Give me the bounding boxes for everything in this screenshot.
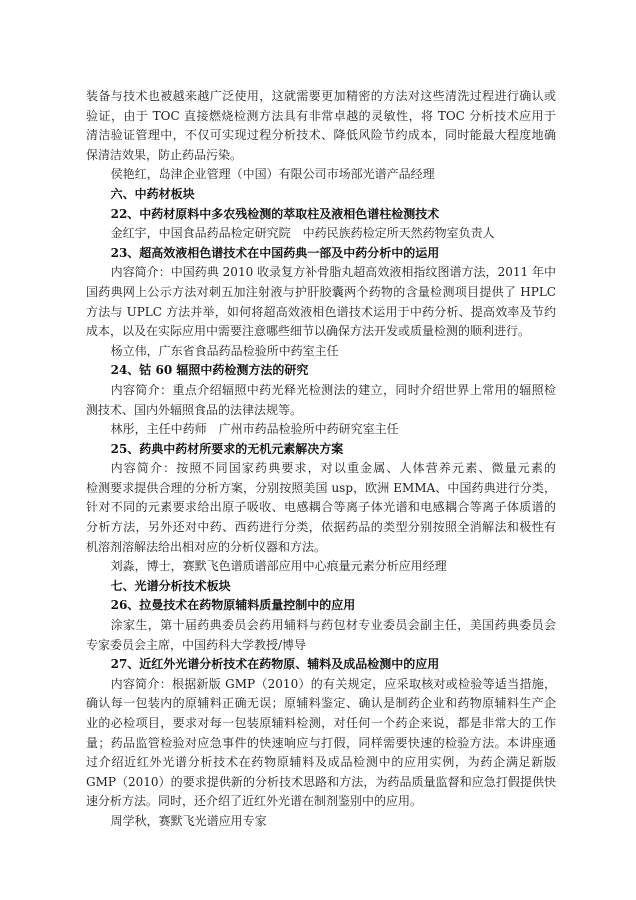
talk-25-summary-line: 机溶剂溶解法给出相对应的分析仪器和方法。 [86,539,327,554]
talk-25-title: 25、药典中药材所要求的无机元素解决方案 [110,441,344,456]
talk-27-summary-line: 内容简介：根据新版 GMP（2010）的有关规定，应采取核对或检验等适当措施， [110,676,556,691]
talk-27-title: 27、近红外光谱分析技术在药物原、辅料及成品检测中的应用 [110,657,440,672]
document-page [86,87,556,832]
talk-23-summary-line: 内容简介：中国药典 2010 收录复方补骨脂丸超高效液相指纹图谱方法，2011 年中 [110,265,556,280]
talk-25-summary-line: 内容简介：按照不同国家药典要求，对以重金属、人体营养元素、微量元素的 [110,461,556,476]
talk-27-summary-line: 确认每一包装内的原辅料正确无误；原辅料鉴定、确认是制药企业和药物原辅料生产企 [86,696,556,711]
continued-summary-line: 清洁验证管理中，不仅可实现过程分析技术、降低风险节约成本，同时能最大程度地确 [86,128,556,143]
talk-24-title: 24、钴 60 辐照中药检测方法的研究 [110,363,309,378]
continued-speaker: 侯艳红，岛津企业管理（中国）有限公司市场部光谱产品经理 [110,167,435,182]
section-heading-herbal: 六、中药材板块 [110,186,195,201]
talk-22-title: 22、中药材原料中多农残检测的萃取柱及液相色谱柱检测技术 [110,206,440,221]
talk-25-summary-line: 针对不同的元素要求给出原子吸收、电感耦合等离子体光谱和电感耦合等离子体质谱的 [86,500,556,515]
talk-23-summary-line: 国药典网上公示方法对刺五加注射液与护肝胶囊两个药物的含量检测项目提供了 HPLC [86,284,556,299]
talk-23-summary-line: 成本，以及在实际应用中需要注意哪些细节以确保方法开发或质量检测的顺利进行。 [86,324,531,339]
talk-23-title: 23、超高效液相色谱技术在中国药典一部及中药分析中的运用 [110,245,440,260]
talk-25-speaker: 刘淼，博士，赛默飞色谱质谱部应用中心痕量元素分析应用经理 [110,559,447,574]
talk-27-summary-line: 量；药品监管检验对应急事件的快速响应与打假，同样需要快速的检验方法。本讲座通 [86,735,556,750]
talk-27-summary-line: 速分析方法。同时，还介绍了近红外光谱在制剂鉴别中的应用。 [86,794,423,809]
talk-26-speaker-line: 专家委员会主席，中国药科大学教授/博导 [86,637,307,652]
talk-24-speaker: 林彤，主任中药师 广州市药品检验所中药研究室主任 [110,422,399,437]
talk-25-summary-line: 检测要求提供合理的分析方案，分别按照美国 usp，欧洲 EMMA、中国药典进行分类， [86,480,556,495]
talk-22-speaker: 金红宇，中国食品药品检定研究院 中药民族药检定所天然药物室负责人 [110,226,495,241]
talk-23-summary-line: 方法与 UPLC 方法并举，如何将超高效液相色谱技术运用于中药分析、提高效率及节约 [86,304,556,319]
talk-26-title: 26、拉曼技术在药物原辅料质量控制中的应用 [110,598,356,613]
talk-24-summary-line: 测技术、国内外辐照食品的法律法规等。 [86,402,303,417]
section-heading-spectroscopy: 七、光谱分析技术板块 [110,578,231,593]
talk-26-speaker-line: 涂家生，第十届药典委员会药用辅料与药包材专业委员会副主任，美国药典委员会 [110,618,556,633]
continued-summary-line: 保清洁效果，防止药品污染。 [86,147,243,162]
talk-27-summary-line: 过介绍近红外光谱分析技术在药物原辅料及成品检测中的应用实例，为药企满足新版 [86,755,556,770]
talk-25-summary-line: 分析方法，另外还对中药、西药进行分类，依据药品的类型分别按照全消解法和极性有 [86,520,556,535]
talk-27-speaker: 周学秋，赛默飞光谱应用专家 [110,813,267,828]
talk-27-summary-line: GMP（2010）的要求提供新的分析技术思路和方法，为药品质量监督和应急打假提供快 [86,774,556,789]
talk-27-summary-line: 业的必检项目，要求对每一包装原辅料检测，对任何一个药企来说，都是非常大的工作 [86,716,556,730]
continued-summary-line: 验证，由于 TOC 直接燃烧检测方法具有非常卓越的灵敏性，将 TOC 分析技术应用于 [86,108,556,123]
continued-summary-line: 装备与技术也被越来越广泛使用，这就需要更加精密的方法对这些清洗过程进行确认或 [86,89,556,103]
talk-23-speaker: 杨立伟，广东省食品药品检验所中药室主任 [110,343,339,358]
talk-24-summary-line: 内容简介：重点介绍辐照中药光释光检测法的建立，同时介绍世界上常用的辐照检 [110,382,556,397]
